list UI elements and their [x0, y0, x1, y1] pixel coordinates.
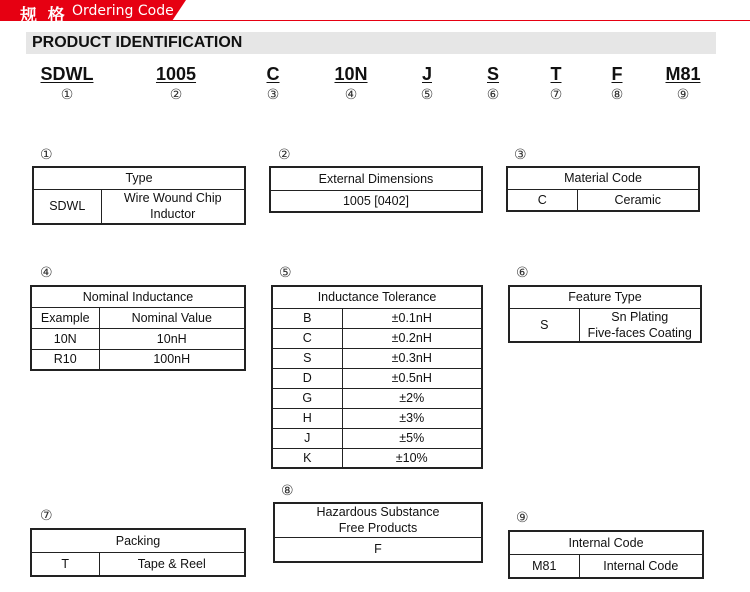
- code-part-material: C: [266, 64, 280, 84]
- hazard-table: [273, 502, 483, 563]
- feature-value-line2: Five-faces Coating: [587, 325, 692, 340]
- tolerance-value-cell: ±10%: [342, 448, 482, 468]
- hazard-table-header: [274, 503, 482, 537]
- tolerance-code-cell: G: [272, 388, 342, 408]
- type-code-cell: SDWL: [33, 189, 101, 224]
- tolerance-value-cell: ±5%: [342, 428, 482, 448]
- code-index-1: ①: [60, 87, 74, 103]
- section-title: PRODUCT IDENTIFICATION: [32, 34, 243, 51]
- code-index-9: ⑨: [676, 87, 690, 103]
- code-index-4: ④: [344, 87, 358, 103]
- table-row: [272, 388, 482, 408]
- tolerance-code-cell: B: [272, 308, 342, 328]
- tolerance-table-header: Inductance Tolerance: [272, 286, 482, 308]
- code-part-type: SDWL: [40, 64, 94, 84]
- dimensions-box-number: ②: [278, 147, 291, 163]
- inductance-value-cell: 10nH: [99, 328, 245, 349]
- code-part-feature: S: [486, 64, 500, 84]
- code-index-7: ⑦: [549, 87, 563, 103]
- type-value-line1: Wire Wound Chip: [123, 191, 222, 206]
- material-box-number: ③: [514, 147, 527, 163]
- packing-code-cell: T: [31, 552, 99, 576]
- table-row: [272, 368, 482, 388]
- code-index-8: ⑧: [610, 87, 624, 103]
- internal-table: [508, 530, 704, 579]
- dimensions-value-cell: 1005 [0402]: [270, 190, 482, 212]
- header-banner-notch: [172, 0, 186, 21]
- internal-box-number: ⑨: [516, 510, 529, 526]
- tolerance-code-cell: C: [272, 328, 342, 348]
- table-row: [272, 408, 482, 428]
- hazard-box-number: ⑧: [281, 483, 294, 499]
- table-row: [31, 328, 245, 349]
- inductance-value-cell: 100nH: [99, 349, 245, 370]
- table-row: [272, 428, 482, 448]
- type-box-number: ①: [40, 147, 53, 163]
- internal-value-cell: Internal Code: [579, 554, 703, 578]
- header-divider: [0, 20, 750, 21]
- type-table: [32, 166, 246, 225]
- inductance-code-cell: 10N: [31, 328, 99, 349]
- type-value-cell: [101, 189, 245, 224]
- packing-table-header: Packing: [31, 529, 245, 552]
- tolerance-value-cell: ±0.2nH: [342, 328, 482, 348]
- feature-code-cell: S: [509, 308, 579, 342]
- feature-value-line1: Sn Plating: [611, 309, 669, 324]
- inductance-col-value: Nominal Value: [99, 307, 245, 328]
- tolerance-code-cell: D: [272, 368, 342, 388]
- feature-table: [508, 285, 702, 343]
- inductance-table-header: Nominal Inductance: [31, 286, 245, 307]
- type-table-header: Type: [33, 167, 245, 189]
- code-part-inductance: 10N: [334, 64, 368, 84]
- tolerance-value-cell: ±0.3nH: [342, 348, 482, 368]
- table-row: [272, 308, 482, 328]
- tolerance-value-cell: ±0.5nH: [342, 368, 482, 388]
- dimensions-table-header: External Dimensions: [270, 167, 482, 190]
- table-row: [272, 348, 482, 368]
- packing-box-number: ⑦: [40, 508, 53, 524]
- code-part-hazard: F: [611, 64, 623, 84]
- material-table-header: Material Code: [507, 167, 699, 189]
- material-table: [506, 166, 700, 212]
- feature-value-cell: [579, 308, 701, 342]
- code-part-internal: M81: [665, 64, 701, 84]
- hazard-title-line1: Hazardous Substance: [316, 505, 440, 520]
- code-index-2: ②: [169, 87, 183, 103]
- type-value-line2: Inductor: [150, 207, 196, 222]
- code-index-3: ③: [266, 87, 280, 103]
- packing-value-cell: Tape & Reel: [99, 552, 245, 576]
- hazard-title-line2: Free Products: [338, 521, 418, 536]
- inductance-box-number: ④: [40, 265, 53, 281]
- feature-box-number: ⑥: [516, 265, 529, 281]
- header-title-en: Ordering Code: [72, 3, 174, 19]
- tolerance-code-cell: K: [272, 448, 342, 468]
- internal-table-header: Internal Code: [509, 531, 703, 554]
- table-row: [272, 448, 482, 468]
- tolerance-value-cell: ±3%: [342, 408, 482, 428]
- tolerance-code-cell: J: [272, 428, 342, 448]
- material-code-cell: C: [507, 189, 577, 211]
- tolerance-table: [271, 285, 483, 469]
- tolerance-code-cell: S: [272, 348, 342, 368]
- code-index-5: ⑤: [420, 87, 434, 103]
- header-title-cn: 规 格: [20, 6, 68, 25]
- code-part-dimensions: 1005: [155, 64, 197, 84]
- tolerance-code-cell: H: [272, 408, 342, 428]
- table-row: [31, 349, 245, 370]
- code-part-packing: T: [550, 64, 562, 84]
- inductance-code-cell: R10: [31, 349, 99, 370]
- packing-table: [30, 528, 246, 577]
- dimensions-table: [269, 166, 483, 213]
- inductance-table: [30, 285, 246, 371]
- code-part-tolerance: J: [421, 64, 433, 84]
- feature-table-header: Feature Type: [509, 286, 701, 308]
- material-value-cell: Ceramic: [577, 189, 699, 211]
- tolerance-box-number: ⑤: [279, 265, 292, 281]
- tolerance-value-cell: ±2%: [342, 388, 482, 408]
- tolerance-value-cell: ±0.1nH: [342, 308, 482, 328]
- internal-code-cell: M81: [509, 554, 579, 578]
- hazard-value-cell: F: [274, 537, 482, 562]
- table-row: [272, 328, 482, 348]
- inductance-col-example: Example: [31, 307, 99, 328]
- code-index-6: ⑥: [486, 87, 500, 103]
